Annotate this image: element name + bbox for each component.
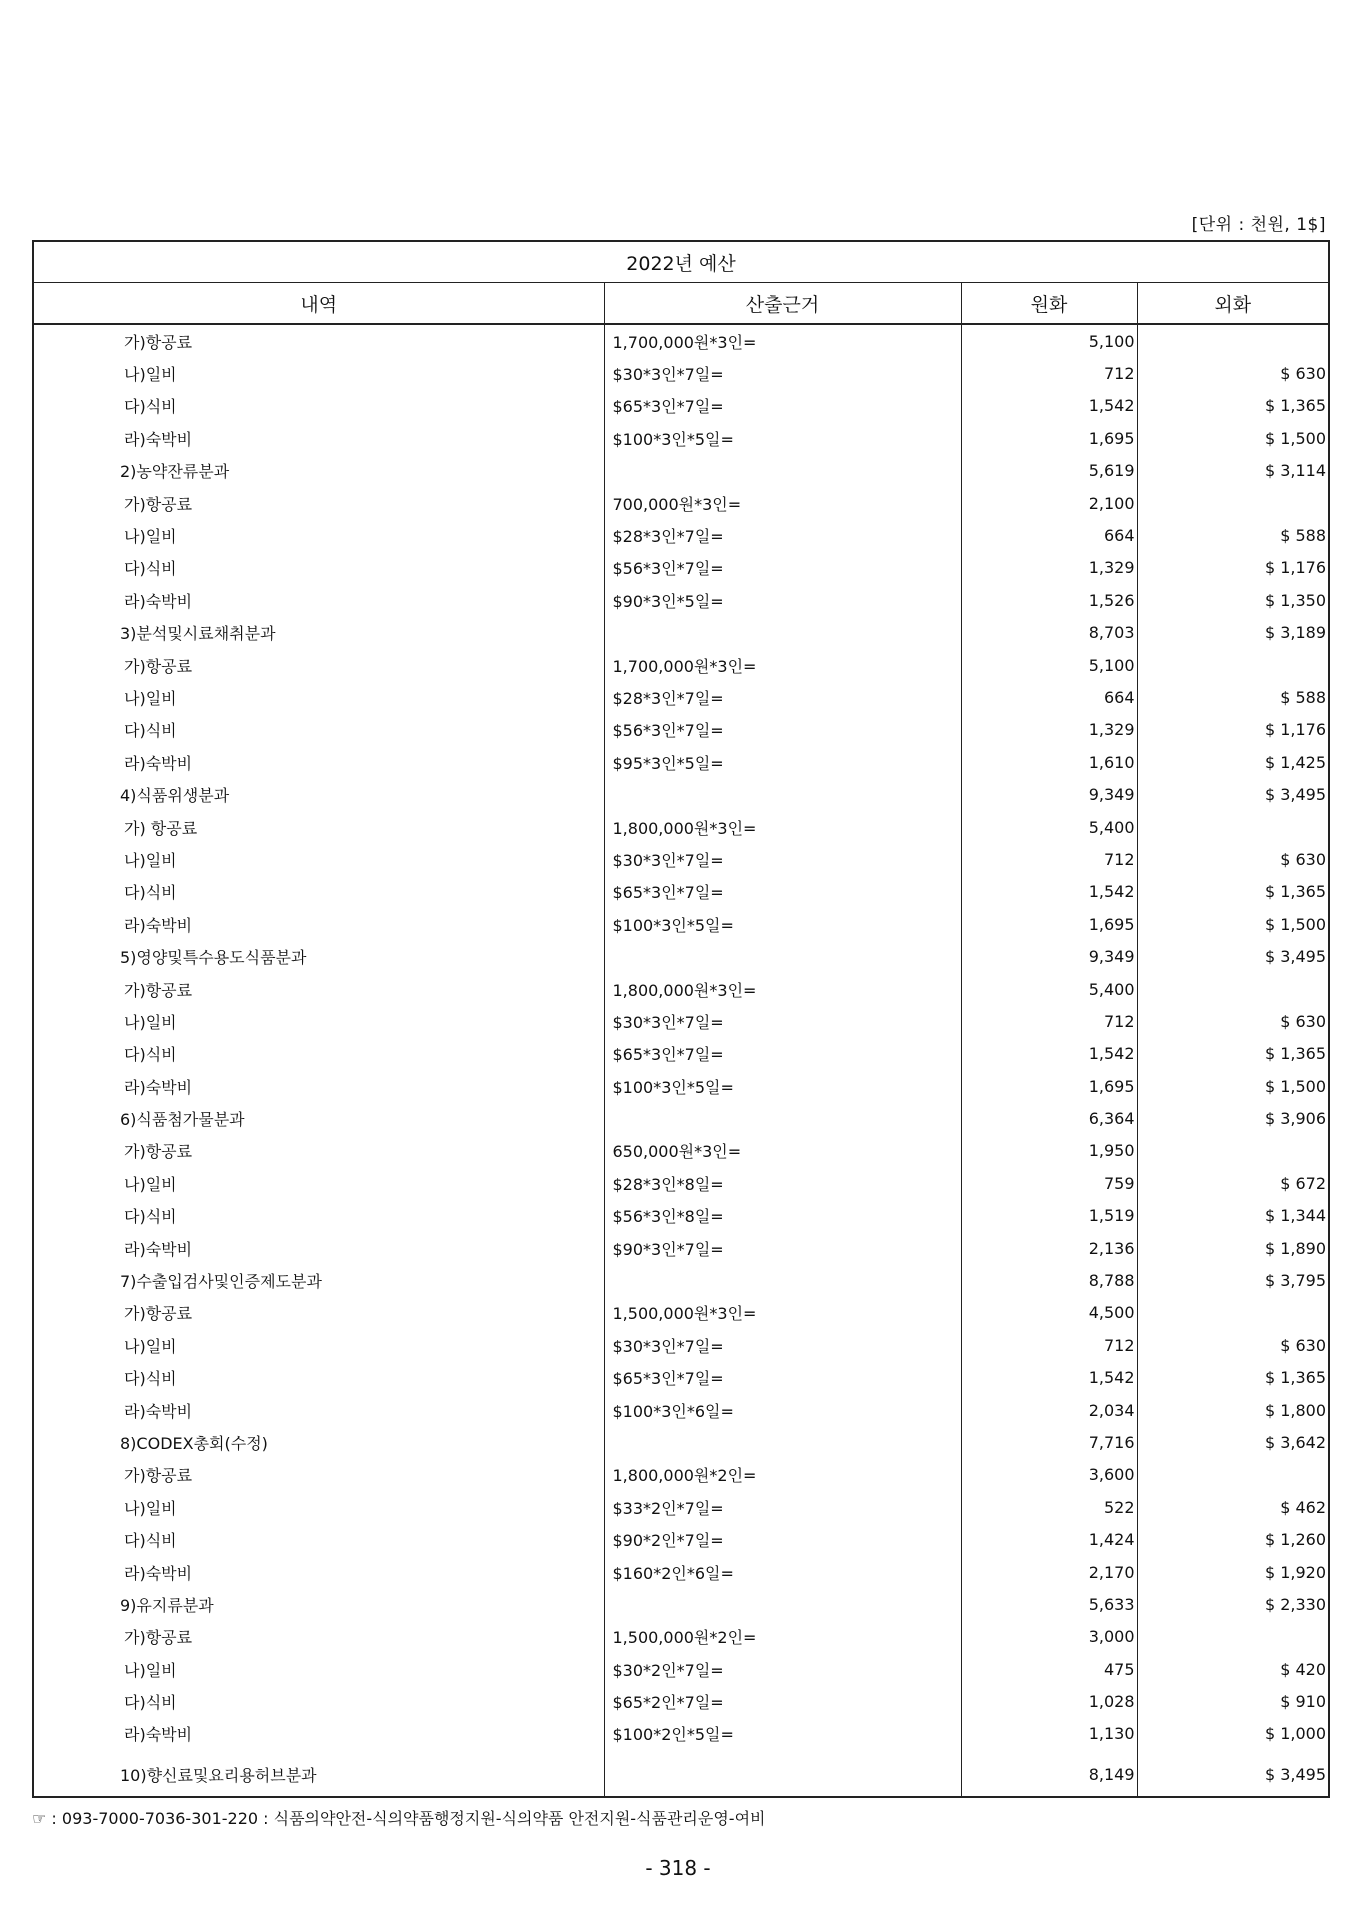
row-usd [1137, 973, 1328, 1005]
row-usd: $ 3,495 [1137, 778, 1328, 810]
table-row [34, 1038, 1328, 1070]
row-item-name: 라)숙박비 [124, 591, 193, 611]
row-usd: $ 1,500 [1137, 1070, 1328, 1102]
row-basis: 1,500,000원*2인= [604, 1621, 961, 1653]
table-row [34, 552, 1328, 584]
row-basis [604, 1264, 961, 1296]
row-item-name: 8)CODEX총회(수정) [120, 1433, 268, 1453]
row-basis: $160*2인*6일= [604, 1556, 961, 1588]
table-row [34, 1102, 1328, 1134]
row-basis [604, 1750, 961, 1798]
row-krw: 1,329 [961, 714, 1137, 746]
row-krw: 712 [961, 357, 1137, 389]
row-item-name: 3)분석및시료채취분과 [120, 624, 276, 644]
row-item-name: 라)숙박비 [124, 1401, 193, 1421]
table-row [34, 1750, 1328, 1798]
row-basis [604, 1102, 961, 1134]
table-row [34, 811, 1328, 843]
row-usd [1137, 1621, 1328, 1653]
row-basis: $30*3인*7일= [604, 1329, 961, 1361]
row-basis: $28*3인*8일= [604, 1167, 961, 1199]
table-row [34, 1362, 1328, 1394]
row-item-name: 가)항공료 [124, 656, 193, 676]
table-row [34, 324, 1328, 357]
row-usd: $ 1,800 [1137, 1394, 1328, 1426]
row-usd: $ 588 [1137, 519, 1328, 551]
row-krw: 5,100 [961, 649, 1137, 681]
table-row [34, 681, 1328, 713]
row-basis: $100*2인*5일= [604, 1718, 961, 1750]
row-basis: $65*3인*7일= [604, 1362, 961, 1394]
row-item-name: 다)식비 [124, 883, 177, 903]
row-usd: $ 1,365 [1137, 876, 1328, 908]
row-item-name: 5)영양및특수용도식품분과 [120, 948, 307, 968]
row-item-name: 9)유지류분과 [120, 1595, 214, 1615]
row-item-name: 6)식품첨가물분과 [120, 1110, 245, 1130]
row-usd [1137, 1135, 1328, 1167]
table-row [34, 1556, 1328, 1588]
row-usd: $ 1,920 [1137, 1556, 1328, 1588]
row-usd: $ 3,189 [1137, 617, 1328, 649]
row-krw: 1,542 [961, 1038, 1137, 1070]
row-usd [1137, 324, 1328, 357]
row-basis: $30*3인*7일= [604, 843, 961, 875]
row-krw: 712 [961, 1329, 1137, 1361]
row-item-name: 4)식품위생분과 [120, 786, 230, 806]
header-krw: 원화 [961, 283, 1137, 325]
row-krw: 1,424 [961, 1523, 1137, 1555]
row-basis: 1,800,000원*3인= [604, 973, 961, 1005]
row-usd [1137, 1459, 1328, 1491]
row-usd: $ 3,795 [1137, 1264, 1328, 1296]
row-usd: $ 1,365 [1137, 1362, 1328, 1394]
row-krw: 1,130 [961, 1718, 1137, 1750]
row-item-name: 다)식비 [124, 1369, 177, 1389]
row-krw: 6,364 [961, 1102, 1137, 1134]
row-item-name: 가) 항공료 [124, 818, 198, 838]
row-item-name: 나)일비 [124, 1012, 177, 1032]
row-item-name: 가)항공료 [124, 1304, 193, 1324]
header-usd: 외화 [1137, 283, 1328, 325]
table-row [34, 1394, 1328, 1426]
row-basis: $65*3인*7일= [604, 390, 961, 422]
header-item: 내역 [34, 283, 604, 325]
row-basis: $28*3인*7일= [604, 519, 961, 551]
row-krw: 1,695 [961, 422, 1137, 454]
row-item-name: 다)식비 [124, 721, 177, 741]
row-krw: 522 [961, 1491, 1137, 1523]
row-item-name: 7)수출입검사및인증제도분과 [120, 1272, 322, 1292]
row-basis: 1,800,000원*2인= [604, 1459, 961, 1491]
table-row [34, 1200, 1328, 1232]
table-row [34, 519, 1328, 551]
row-basis [604, 778, 961, 810]
table-body [34, 324, 1328, 1798]
row-usd: $ 1,425 [1137, 746, 1328, 778]
row-usd: $ 1,176 [1137, 714, 1328, 746]
row-item-name: 다)식비 [124, 559, 177, 579]
table-row [34, 876, 1328, 908]
table-row [34, 390, 1328, 422]
row-item-name: 다)식비 [124, 1693, 177, 1713]
table-row [34, 1491, 1328, 1523]
row-item-name: 라)숙박비 [124, 915, 193, 935]
row-usd: $ 2,330 [1137, 1588, 1328, 1620]
row-item-name: 나)일비 [124, 688, 177, 708]
row-krw: 664 [961, 519, 1137, 551]
row-basis: $56*3인*7일= [604, 714, 961, 746]
row-basis: $28*3인*7일= [604, 681, 961, 713]
row-item-name: 가)항공료 [124, 332, 193, 352]
row-basis: $56*3인*7일= [604, 552, 961, 584]
row-krw: 1,610 [961, 746, 1137, 778]
row-krw: 3,000 [961, 1621, 1137, 1653]
row-basis [604, 1426, 961, 1458]
row-basis: $95*3인*5일= [604, 746, 961, 778]
table-row [34, 455, 1328, 487]
row-usd: $ 1,344 [1137, 1200, 1328, 1232]
footnote: ☞ : 093-7000-7036-301-220 : 식품의약안전-식의약품행정지원-식의약품 안전지원-식품관리운영-여비 [32, 1809, 766, 1828]
row-basis: 700,000원*3인= [604, 487, 961, 519]
table-row [34, 1621, 1328, 1653]
row-usd: $ 1,365 [1137, 390, 1328, 422]
row-krw: 1,542 [961, 1362, 1137, 1394]
row-krw: 1,695 [961, 1070, 1137, 1102]
table-row [34, 1685, 1328, 1717]
row-basis: $65*3인*7일= [604, 1038, 961, 1070]
row-krw: 712 [961, 843, 1137, 875]
row-krw: 712 [961, 1005, 1137, 1037]
row-basis: $100*3인*5일= [604, 908, 961, 940]
table-row [34, 487, 1328, 519]
row-item-name: 라)숙박비 [124, 1563, 193, 1583]
row-krw: 5,400 [961, 811, 1137, 843]
row-basis [604, 455, 961, 487]
row-usd [1137, 1297, 1328, 1329]
budget-table [32, 240, 1330, 1798]
table-row [34, 1588, 1328, 1620]
row-basis: $30*3인*7일= [604, 357, 961, 389]
table-row [34, 1232, 1328, 1264]
row-krw: 9,349 [961, 778, 1137, 810]
row-item-name: 나)일비 [124, 365, 177, 385]
row-usd: $ 3,114 [1137, 455, 1328, 487]
table-row [34, 908, 1328, 940]
row-item-name: 가)항공료 [124, 1628, 193, 1648]
row-basis: $65*3인*7일= [604, 876, 961, 908]
row-krw: 5,100 [961, 324, 1137, 357]
row-item-name: 2)농약잔류분과 [120, 462, 230, 482]
row-item-name: 라)숙박비 [124, 429, 193, 449]
row-usd: $ 1,000 [1137, 1718, 1328, 1750]
unit-label: [단위 : 천원, 1$] [1191, 215, 1326, 235]
row-usd: $ 1,365 [1137, 1038, 1328, 1070]
table-row [34, 973, 1328, 1005]
row-usd: $ 1,350 [1137, 584, 1328, 616]
row-krw: 8,788 [961, 1264, 1137, 1296]
row-item-name: 가)항공료 [124, 980, 193, 1000]
row-usd [1137, 487, 1328, 519]
table-row [34, 1523, 1328, 1555]
table-row [34, 940, 1328, 972]
header-basis: 산출근거 [604, 283, 961, 325]
row-item-name: 다)식비 [124, 397, 177, 417]
row-basis: $100*3인*5일= [604, 1070, 961, 1102]
row-basis: 1,800,000원*3인= [604, 811, 961, 843]
row-basis: $33*2인*7일= [604, 1491, 961, 1523]
row-basis: $90*2인*7일= [604, 1523, 961, 1555]
row-usd: $ 588 [1137, 681, 1328, 713]
row-item-name: 나)일비 [124, 850, 177, 870]
table-row [34, 357, 1328, 389]
row-item-name: 라)숙박비 [124, 753, 193, 773]
row-item-name: 라)숙박비 [124, 1725, 193, 1745]
row-usd: $ 630 [1137, 357, 1328, 389]
row-krw: 664 [961, 681, 1137, 713]
row-usd [1137, 811, 1328, 843]
row-krw: 1,526 [961, 584, 1137, 616]
row-usd: $ 1,176 [1137, 552, 1328, 584]
table-row [34, 1297, 1328, 1329]
row-basis: $100*3인*5일= [604, 422, 961, 454]
row-usd: $ 630 [1137, 1329, 1328, 1361]
row-item-name: 10)향신료및요리용허브분과 [120, 1765, 317, 1785]
table-row [34, 617, 1328, 649]
row-item-name: 다)식비 [124, 1045, 177, 1065]
row-krw: 759 [961, 1167, 1137, 1199]
row-usd: $ 630 [1137, 843, 1328, 875]
row-krw: 2,034 [961, 1394, 1137, 1426]
row-basis: 1,700,000원*3인= [604, 649, 961, 681]
row-item-name: 나)일비 [124, 1336, 177, 1356]
row-krw: 4,500 [961, 1297, 1137, 1329]
row-item-name: 가)항공료 [124, 1466, 193, 1486]
table-row [34, 746, 1328, 778]
row-basis: 1,500,000원*3인= [604, 1297, 961, 1329]
row-krw: 9,349 [961, 940, 1137, 972]
row-basis [604, 940, 961, 972]
row-usd: $ 3,642 [1137, 1426, 1328, 1458]
row-usd: $ 630 [1137, 1005, 1328, 1037]
row-krw: 1,950 [961, 1135, 1137, 1167]
row-krw: 1,329 [961, 552, 1137, 584]
row-krw: 2,170 [961, 1556, 1137, 1588]
table-row [34, 1135, 1328, 1167]
row-usd: $ 1,890 [1137, 1232, 1328, 1264]
row-krw: 7,716 [961, 1426, 1137, 1458]
row-krw: 8,149 [961, 1750, 1137, 1798]
row-usd: $ 1,500 [1137, 908, 1328, 940]
row-item-name: 다)식비 [124, 1207, 177, 1227]
row-basis: $65*2인*7일= [604, 1685, 961, 1717]
row-item-name: 나)일비 [124, 1660, 177, 1680]
row-krw: 1,542 [961, 876, 1137, 908]
row-item-name: 가)항공료 [124, 1142, 193, 1162]
row-basis: $30*3인*7일= [604, 1005, 961, 1037]
table-row [34, 1653, 1328, 1685]
table-row [34, 1459, 1328, 1491]
row-basis: $90*3인*5일= [604, 584, 961, 616]
row-krw: 1,542 [961, 390, 1137, 422]
table-row [34, 1426, 1328, 1458]
table-row [34, 1070, 1328, 1102]
table-row [34, 422, 1328, 454]
row-usd: $ 1,500 [1137, 422, 1328, 454]
row-basis [604, 1588, 961, 1620]
row-item-name: 가)항공료 [124, 494, 193, 514]
table-row [34, 1005, 1328, 1037]
row-usd: $ 910 [1137, 1685, 1328, 1717]
table-row [34, 649, 1328, 681]
table-row [34, 1264, 1328, 1296]
table-row [34, 1718, 1328, 1750]
row-item-name: 나)일비 [124, 527, 177, 547]
row-basis: $90*3인*7일= [604, 1232, 961, 1264]
row-krw: 2,100 [961, 487, 1137, 519]
row-usd: $ 3,495 [1137, 1750, 1328, 1798]
table-title: 2022년 예산 [34, 242, 1328, 283]
table-row [34, 778, 1328, 810]
row-basis: $56*3인*8일= [604, 1200, 961, 1232]
row-item-name: 나)일비 [124, 1174, 177, 1194]
row-krw: 1,519 [961, 1200, 1137, 1232]
row-basis: 650,000원*3인= [604, 1135, 961, 1167]
table-row [34, 843, 1328, 875]
table-row [34, 1329, 1328, 1361]
row-usd: $ 3,906 [1137, 1102, 1328, 1134]
row-krw: 1,695 [961, 908, 1137, 940]
row-krw: 5,400 [961, 973, 1137, 1005]
row-item-name: 라)숙박비 [124, 1239, 193, 1259]
row-krw: 475 [961, 1653, 1137, 1685]
row-usd: $ 672 [1137, 1167, 1328, 1199]
row-basis: $30*2인*7일= [604, 1653, 961, 1685]
row-usd: $ 462 [1137, 1491, 1328, 1523]
row-krw: 3,600 [961, 1459, 1137, 1491]
table-row [34, 714, 1328, 746]
row-basis [604, 617, 961, 649]
row-item-name: 다)식비 [124, 1531, 177, 1551]
row-basis: 1,700,000원*3인= [604, 324, 961, 357]
row-usd: $ 1,260 [1137, 1523, 1328, 1555]
row-usd [1137, 649, 1328, 681]
table-row [34, 1167, 1328, 1199]
page-number: - 318 - [645, 1856, 711, 1880]
row-usd: $ 420 [1137, 1653, 1328, 1685]
table-row [34, 584, 1328, 616]
row-krw: 5,633 [961, 1588, 1137, 1620]
row-krw: 8,703 [961, 617, 1137, 649]
row-krw: 1,028 [961, 1685, 1137, 1717]
row-basis: $100*3인*6일= [604, 1394, 961, 1426]
row-item-name: 나)일비 [124, 1498, 177, 1518]
row-krw: 2,136 [961, 1232, 1137, 1264]
row-krw: 5,619 [961, 455, 1137, 487]
row-item-name: 라)숙박비 [124, 1077, 193, 1097]
row-usd: $ 3,495 [1137, 940, 1328, 972]
